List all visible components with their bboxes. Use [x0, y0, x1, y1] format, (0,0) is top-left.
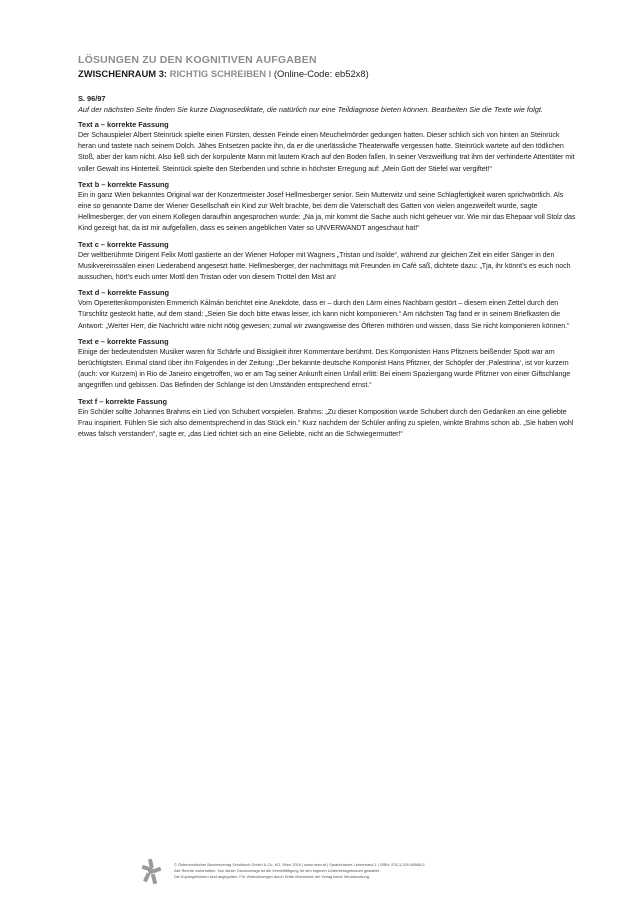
subtitle-chapter-label: ZWISCHENRAUM 3: [78, 68, 168, 79]
text-heading: Text a – korrekte Fassung [78, 120, 169, 129]
text-heading: Text b – korrekte Fassung [78, 179, 170, 189]
footer-legal-text [174, 862, 544, 880]
publisher-logo-icon [140, 859, 162, 885]
text-body: Ein in ganz Wien bekanntes Original war der Konzertmeister Josef Hellmesberger senior. Sein Mutterwitz und seine Schlagfertigkeit waren sprichwörtlich. Als eine so genannte Dame der Wiener Gesellschaft ein Kind zur Welt brachte, bei dem die Vaterschaft des Gatten von vielen angezweifelt wurde, sagte Hellmesberger, der von einem Kollegen daraufhin angesprochen wurde: „Na ja, mir kommt die Sache auch nicht geheuer vor. Wie mir das Ehepaar voll Stolz das Kind gezeigt hat, da ist mir aufgefallen, dass es seinen angeblichen Vater so UNVERWANDT angeschaut hat!“ [78, 190, 576, 233]
footer-fees: Die Kopiergebühren sind abgegolten. Für Veränderungen durch Dritte übernimmt der Verlag keine Verantwortung. [174, 874, 370, 879]
text-body: Vom Operettenkomponisten Emmerich Kálmán berichtet eine Anekdote, dass er – durch den Lärm eines Nachbarn gestört – diesem einen Zettel durch den Türschlitz gesteckt hatte, auf dem stand: „Seien Sie doch bitte etwas leiser, ich kann nicht komponieren.“ Am nächsten Tag fand er in seinem Briefkasten die Antwort: „Werter Herr, die Nachricht wäre nicht nötig gewesen; zumal wir zwangsweise des Öfteren mithören und wissen, dass Sie nicht komponieren können.“ [78, 299, 570, 330]
page-reference: S. 96/97 [78, 94, 106, 103]
subtitle-topic: RICHTIG SCHREIBEN I [169, 68, 272, 79]
text-heading: Text e – korrekte Fassung [78, 336, 169, 346]
document-page [78, 53, 578, 440]
text-body: Der Schauspieler Albert Steinrück spielte einen Fürsten, dessen Feinde einen Meuchelmörder gedungen hatten. Dieser schlich sich von hinten an Steinrück heran und tastete nach seinem Dolch. Jähes Entsetzen packte ihn, da er die unerlässliche Theaterwaffe vergessen hatte. Steinrück wartete auf den tödlichen Stoß, aber der kam nicht. Also ließ sich der korpulente Mann mit lautem Krach auf den Boden fallen. In seiner Verzweiflung trat ihm der verhinderte Attentäter mit voller Gewalt ins Hinterteil. Steinrück spielte den Sterbenden und schrie in höchster Erregung auf: „Mein Gott der Stiefel war vergiftet!“ [78, 131, 575, 173]
text-block-b [78, 179, 578, 235]
online-code: (Online-Code: eb52x8) [273, 68, 369, 79]
footer-copyright: © Österreichischer Bundesverlag Schulbuch GmbH & Co. KG, Wien 2016 | www.oebv.at | Sprachräume Lehrerband 1 | ISBN: 978-3-209-08868-0 [174, 862, 425, 867]
text-body: Ein Schüler sollte Johannes Brahms ein Lied von Schubert vorspielen. Brahms: „Zu dieser Komposition wurde Schubert durch den Gedanken an eine geliebte Frau inspiriert. Fühlen Sie sich also dementsprechend in das Stück ein.“ Kurz nachdem der Schüler anfing zu spielen, winkte Brahms schon ab. „Sie haben wohl etwas falsch verstanden“, sagte er, „das Lied richtet sich an eine Geliebte, nicht an die Schwiegermutter!“ [78, 407, 574, 439]
text-heading: Text d – korrekte Fassung [78, 288, 170, 298]
footer-rights: Alle Rechte vorbehalten. Von dieser Druckvorlage ist die Vervielfältigung für den eigenen Unterrichtsgebrauch gestattet. [174, 868, 380, 873]
intro-text: Auf der nächsten Seite finden Sie kurze Diagnosediktate, die natürlich nur eine Teildiagnose bieten können. Bearbeiten Sie die Texte wie folgt. [78, 105, 543, 114]
text-heading: Text c – korrekte Fassung [78, 239, 169, 249]
text-heading: Text f – korrekte Fassung [78, 396, 167, 406]
text-block-f [78, 396, 578, 441]
text-block-d [78, 287, 578, 332]
chapter-subtitle [78, 67, 578, 81]
section-title: LÖSUNGEN ZU DEN KOGNITIVEN AUFGABEN [78, 54, 317, 66]
text-block-a [78, 119, 578, 175]
text-body: Der weltberühmte Dirigent Felix Mottl gastierte an der Wiener Hofoper mit Wagners „Tristan und Isolde“, während zur gleichen Zeit ein eitler Sänger in den Musikvereinssälen einen Liederabend angesetzt hatte. Hellmesberger, der nachmittags mit Freunden im Café saß, dichtete dazu: „Tja, ihr könnt’s es euch noch aussuchen, hört’s euch unter Mottl den Tristan oder von diesem Trottel den Mist an! [78, 250, 571, 282]
text-block-c [78, 239, 578, 284]
text-block-e [78, 336, 578, 392]
text-body: Einige der bedeutendsten Musiker waren für Schärfe und Bissigkeit ihrer Kommentare berühmt. Des Komponisten Hans Pfitzners beißender Spott war am berüchtigtsten. Einmal stand über ihn Folgendes in der Zeitung: „Der bekannte deutsche Komponist Hans Pfitzner, der Schöpfer der ‚Palestrina‘, ist vor kurzem (auch: vor Kurzem) in Rio de Janeiro eingetroffen, wo er am Tag seiner Ankunft einen Unfall erlitt: Bei einem Spaziergang wurde Pfitzner von einer Giftschlange angegriffen und gebissen. Das Befinden der Schlange ist den Umständen entsprechend ernst.“ [78, 347, 571, 390]
